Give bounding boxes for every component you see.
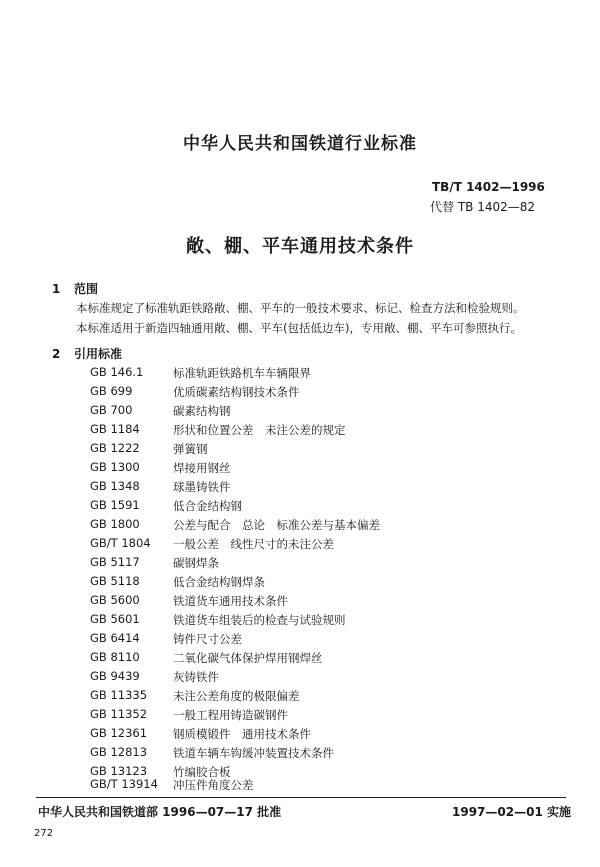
reference-code: GB 700	[90, 403, 133, 417]
reference-code: GB 13123	[90, 764, 148, 778]
reference-title: 公差与配合 总论 标准公差与基本偏差	[173, 518, 380, 532]
section-number: 2	[52, 347, 61, 361]
reference-code: GB 1184	[90, 422, 140, 436]
section-number: 1	[52, 282, 61, 296]
reference-title: 铁道货车通用技术条件	[173, 594, 288, 608]
reference-code: GB 5600	[90, 593, 140, 607]
section-heading-references	[52, 345, 122, 362]
reference-code: GB 9439	[90, 669, 140, 683]
reference-code: GB 146.1	[90, 365, 144, 379]
reference-title: 焊接用钢丝	[173, 461, 231, 475]
reference-code: GB 11335	[90, 688, 148, 702]
reference-title: 未注公差角度的极限偏差	[173, 689, 300, 703]
reference-code: GB 1222	[90, 441, 140, 455]
standard-code: TB/T 1402—1996	[432, 180, 545, 194]
reference-title: 球墨铸铁件	[173, 480, 231, 494]
reference-title: 冲压件角度公差	[173, 778, 254, 792]
reference-title: 碳素结构钢	[173, 404, 231, 418]
reference-title: 竹编胶合板	[173, 765, 231, 779]
section-title: 范围	[74, 282, 99, 296]
approval-line: 中华人民共和国铁道部 1996—07—17 批准	[38, 805, 282, 819]
reference-title: 标准轨距铁路机车车辆限界	[173, 366, 311, 380]
reference-title: 低合金结构钢	[173, 499, 242, 513]
reference-code: GB 5118	[90, 574, 140, 588]
reference-title: 一般公差 线性尺寸的未注公差	[173, 537, 334, 551]
reference-code: GB 6414	[90, 631, 140, 645]
reference-code: GB 1300	[90, 460, 140, 474]
standard-category: 中华人民共和国铁道行业标准	[183, 134, 417, 154]
section-heading-scope	[52, 280, 98, 297]
reference-title: 钢质模锻件 通用技术条件	[173, 727, 311, 741]
reference-title: 二氧化碳气体保护焊用钢焊丝	[173, 651, 323, 665]
replaces-standard: 代替 TB 1402—82	[430, 200, 536, 214]
page-number: 272	[34, 828, 54, 839]
reference-title: 铁道货车组装后的检查与试验规则	[173, 613, 346, 627]
scope-paragraph-2: 本标准适用于新造四轴通用敞、棚、平车(包括低边车)，专用敞、棚、平车可参照执行。	[76, 321, 522, 335]
reference-code: GB 8110	[90, 650, 140, 664]
reference-title: 形状和位置公差 未注公差的规定	[173, 423, 346, 437]
section-title: 引用标准	[74, 347, 123, 361]
reference-code: GB 699	[90, 384, 133, 398]
reference-code: GB 12813	[90, 745, 148, 759]
reference-code: GB 5117	[90, 555, 140, 569]
reference-title: 碳钢焊条	[173, 556, 219, 570]
reference-title: 低合金结构钢焊条	[173, 575, 265, 589]
implementation-date: 1997—02—01 实施	[452, 805, 571, 819]
reference-code: GB/T 13914	[90, 777, 158, 791]
document-title: 敞、棚、平车通用技术条件	[186, 236, 414, 257]
reference-code: GB 5601	[90, 612, 140, 626]
reference-code: GB 12361	[90, 726, 148, 740]
reference-title: 灰铸铁件	[173, 670, 219, 684]
reference-code: GB 1591	[90, 498, 140, 512]
reference-code: GB/T 1804	[90, 536, 151, 550]
reference-code: GB 11352	[90, 707, 148, 721]
reference-code: GB 1800	[90, 517, 140, 531]
reference-title: 弹簧钢	[173, 442, 208, 456]
scope-paragraph-1: 本标准规定了标准轨距铁路敞、棚、平车的一般技术要求、标记、检查方法和检验规则。	[76, 301, 525, 315]
reference-title: 一般工程用铸造碳钢件	[173, 708, 288, 722]
reference-title: 铁道车辆车钩缓冲装置技术条件	[173, 746, 334, 760]
footer-divider	[36, 797, 566, 798]
reference-title: 优质碳素结构钢技术条件	[173, 385, 300, 399]
reference-code: GB 1348	[90, 479, 140, 493]
reference-title: 铸件尺寸公差	[173, 632, 242, 646]
